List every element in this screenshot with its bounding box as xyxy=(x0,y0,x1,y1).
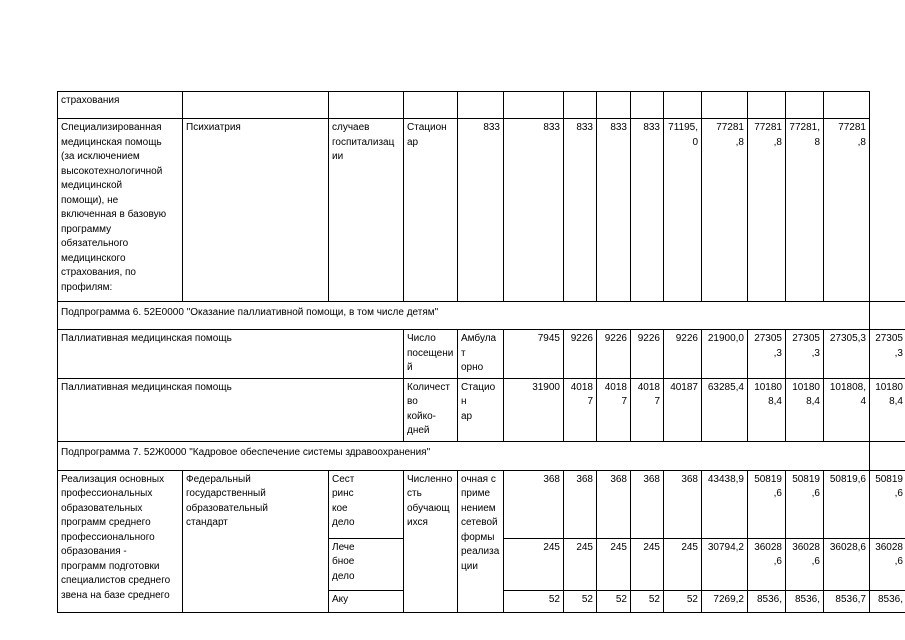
value-cell: 245 xyxy=(504,538,564,590)
value-cell: 52 xyxy=(564,590,597,612)
value-cell: 9226 xyxy=(597,330,631,379)
value-cell: 833 xyxy=(631,119,664,302)
value-cell: 9226 xyxy=(664,330,702,379)
value-cell: 368 xyxy=(564,470,597,538)
value-cell: 245 xyxy=(597,538,631,590)
value-cell: 27305 ,3 xyxy=(748,330,786,379)
value-cell: 833 xyxy=(597,119,631,302)
value-cell: 36028 ,6 xyxy=(870,538,905,590)
value-cell: 833 xyxy=(458,119,504,302)
value-cell: 50819 ,6 xyxy=(748,470,786,538)
value-cell: 77281,8 xyxy=(786,119,824,302)
value-cell: 245 xyxy=(631,538,664,590)
value-cell: 36028 ,6 xyxy=(748,538,786,590)
value-cell: 40187 xyxy=(631,378,664,441)
value-cell: 77281 ,8 xyxy=(824,119,870,302)
spec-cell: Аку xyxy=(329,590,404,612)
value-cell: 40187 xyxy=(597,378,631,441)
condition-cell: очная с приме нением сетевой формы реализа ции xyxy=(458,470,504,612)
value-cell: 50819 ,6 xyxy=(870,470,905,538)
value-cell: 10180 8,4 xyxy=(870,378,905,441)
value-cell: 8536, xyxy=(748,590,786,612)
value-cell: 8536, xyxy=(870,590,905,612)
subprogram-row xyxy=(58,302,905,330)
value-cell: 30794,2 xyxy=(702,538,748,590)
value-cell: 40187 xyxy=(664,378,702,441)
value-cell: 8536,7 xyxy=(824,590,870,612)
value-cell: 368 xyxy=(664,470,702,538)
table-row xyxy=(58,92,905,119)
budget-table xyxy=(57,91,905,613)
value-cell: 21900,0 xyxy=(702,330,748,379)
value-cell: 27305 ,3 xyxy=(786,330,824,379)
value-cell: 71195,0 xyxy=(664,119,702,302)
table-row xyxy=(58,470,905,538)
value-cell: 52 xyxy=(631,590,664,612)
condition-cell: Стацион ар xyxy=(404,119,458,302)
row-name: Реализация основных профессиональных образовательных программ среднего профессионального образования - программ подготовки специалистов среднего звена на базе среднего xyxy=(58,470,183,612)
standard-cell: Федеральный государственный образовательный стандарт xyxy=(183,470,329,612)
unit-cell: Количество койко-дней xyxy=(404,378,458,441)
value-cell: 10180 8,4 xyxy=(748,378,786,441)
value-cell: 77281 ,8 xyxy=(702,119,748,302)
row-name: Специализированная медицинская помощь (за исключением высокотехнологичной медицинской помощи), не включенная в базовую программу обязательного медицинского страхования, по профилям: xyxy=(58,119,183,302)
table-row xyxy=(58,119,905,302)
condition-cell: Стацион ар xyxy=(458,378,504,441)
value-cell: 43438,9 xyxy=(702,470,748,538)
profile-cell: Психиатрия xyxy=(183,119,329,302)
value-cell: 77281 ,8 xyxy=(748,119,786,302)
value-cell: 52 xyxy=(504,590,564,612)
value-cell: 50819,6 xyxy=(824,470,870,538)
value-cell: 7945 xyxy=(504,330,564,379)
row-name: страхования xyxy=(58,92,183,119)
unit-cell: Численность обучающихся xyxy=(404,470,458,612)
value-cell: 368 xyxy=(597,470,631,538)
value-cell: 52 xyxy=(597,590,631,612)
value-cell: 31900 xyxy=(504,378,564,441)
unit-cell: Число посещений xyxy=(404,330,458,379)
value-cell: 833 xyxy=(504,119,564,302)
condition-cell: Амбулат орно xyxy=(458,330,504,379)
value-cell: 36028 ,6 xyxy=(786,538,824,590)
spec-cell: Лече бное дело xyxy=(329,538,404,590)
table-row xyxy=(58,330,905,379)
subprogram-title: Подпрограмма 6. 52Е0000 "Оказание паллиативной помощи, в том числе детям" xyxy=(58,302,870,330)
value-cell: 368 xyxy=(631,470,664,538)
value-cell: 245 xyxy=(664,538,702,590)
subprogram-title: Подпрограмма 7. 52Ж0000 "Кадровое обеспечение системы здравоохранения" xyxy=(58,441,870,470)
value-cell: 7269,2 xyxy=(702,590,748,612)
spec-cell: Сест ринс кое дело xyxy=(329,470,404,538)
value-cell: 9226 xyxy=(631,330,664,379)
value-cell: 368 xyxy=(504,470,564,538)
table-row xyxy=(58,378,905,441)
value-cell: 63285,4 xyxy=(702,378,748,441)
value-cell: 10180 8,4 xyxy=(786,378,824,441)
value-cell: 36028,6 xyxy=(824,538,870,590)
subprogram-row xyxy=(58,441,905,470)
value-cell: 27305 ,3 xyxy=(870,330,905,379)
row-name: Паллиативная медицинская помощь xyxy=(58,378,404,441)
value-cell: 8536, xyxy=(786,590,824,612)
value-cell: 101808, 4 xyxy=(824,378,870,441)
value-cell: 40187 xyxy=(564,378,597,441)
unit-cell: случаев госпитализац ии xyxy=(329,119,404,302)
value-cell: 27305,3 xyxy=(824,330,870,379)
row-name: Паллиативная медицинская помощь xyxy=(58,330,404,379)
value-cell: 245 xyxy=(564,538,597,590)
value-cell: 50819 ,6 xyxy=(786,470,824,538)
value-cell: 52 xyxy=(664,590,702,612)
value-cell: 9226 xyxy=(564,330,597,379)
value-cell: 833 xyxy=(564,119,597,302)
